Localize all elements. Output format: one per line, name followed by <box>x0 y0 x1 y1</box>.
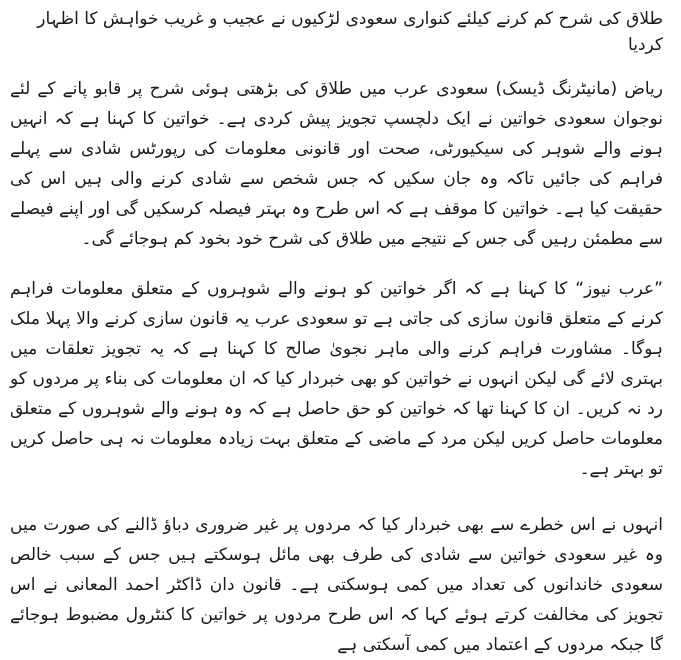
article-headline: طلاق کی شرح کم کرنے کیلئے کنواری سعودی لڑکیوں نے عجیب و غریب خواہش کا اظہار کردیا <box>37 9 663 55</box>
paragraph-1: ریاض (مانیٹرنگ ڈیسک) سعودی عرب میں طلاق کی بڑھتی ہوئی شرح پر قابو پانے کے لئے نوجوان سعودی خواتین نے ایک دلچسپ تجویز پیش کردی ہے۔ خواتین کا کہنا ہے کہ انہیں ہونے والے شوہر کی سیکیورٹی، صحت اور قانونی معلومات کی رپورٹس شادی سے پہلے فراہم کی جائیں تاکہ وہ جان سکیں کہ جس شخص سے شادی کرنے والی ہیں اس کی حقیقت کیا ہے۔ خواتین کا موقف ہے کہ اس طرح وہ بہتر فیصلہ کرسکیں گی اور اپنے فیصلے سے مطمئن رہیں گی جس کے نتیجے میں طلاق کی شرح خود بخود کم ہوجائے گی۔ <box>10 79 663 249</box>
paragraph-3: انہوں نے اس خطرے سے بھی خبردار کیا کہ مردوں پر غیر ضروری دباؤ ڈالنے کی صورت میں وہ غیر سعودی خواتین سے شادی کی طرف بھی مائل ہوسکتے ہیں جس کے سبب خالص سعودی خاندانوں کی تعداد میں کمی ہوسکتی ہے۔ قانون دان ڈاکٹر احمد المعانی نے اس تجویز کی مخالفت کرتے ہوئے کہا کہ اس طرح مردوں پر خواتین کا کنٹرول مضبوط ہوجائے گا جبکہ مردوں کے اعتماد میں کمی آسکتی ہے <box>10 515 663 655</box>
paragraph-2: ”عرب نیوز“ کا کہنا ہے کہ اگر خواتین کو ہونے والے شوہروں کے متعلق معلومات فراہم کرنے کے متعلق قانون سازی کی جاتی ہے تو سعودی عرب یہ قانون سازی کرنے والا پہلا ملک ہوگا۔ مشاورت فراہم کرنے والی ماہر نجویٰ صالح کا کہنا ہے کہ یہ تجویز تعلقات میں بہتری لائے گی لیکن انہوں نے خواتین کو بھی خبردار کیا کہ ان معلومات کی بناء پر مردوں کو رد نہ کریں۔ ان کا کہنا تھا کہ خواتین کو حق حاصل ہے کہ وہ ہونے والے شوہروں کے متعلق معلومات حاصل کریں لیکن مرد کے ماضی کے متعلق بہت زیادہ معلومات نہ ہی حاصل کریں تو بہتر ہے۔ <box>10 279 663 479</box>
